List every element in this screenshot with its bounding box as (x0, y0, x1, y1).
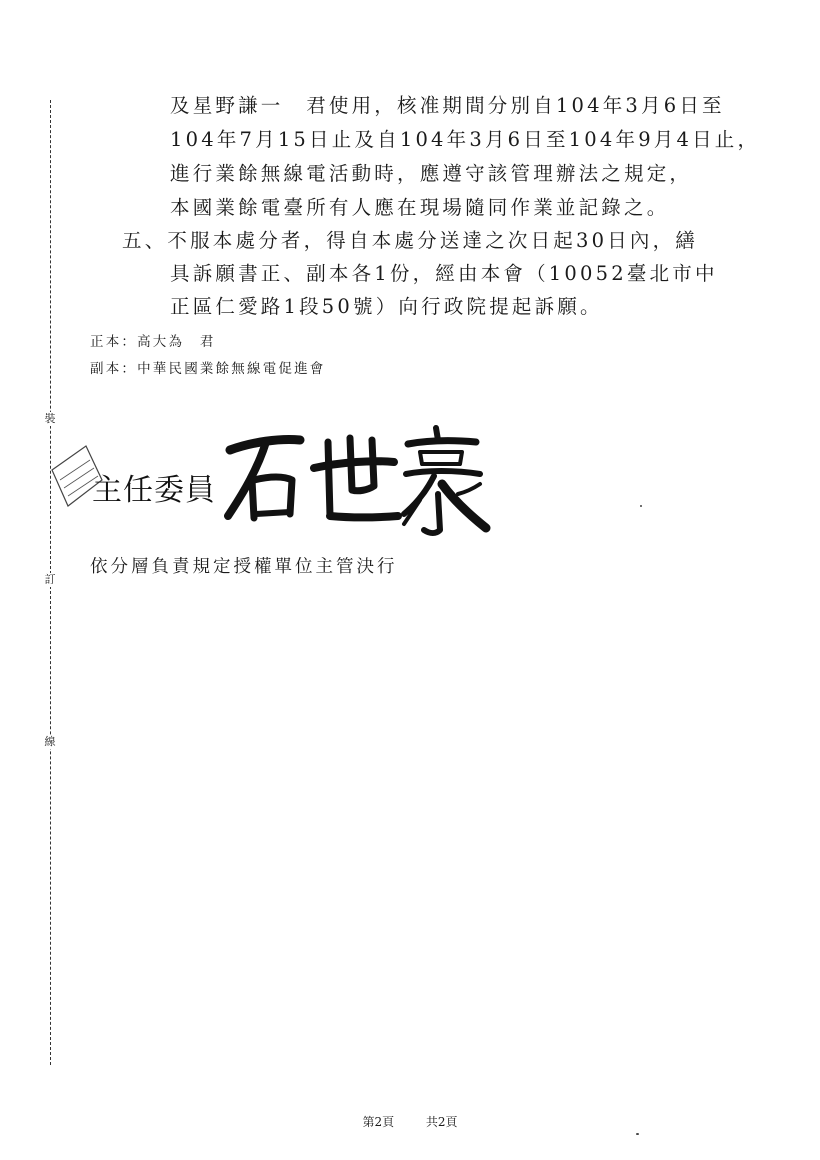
binding-char-xian: 線 (41, 735, 59, 749)
body-line-7: 正區仁愛路1段50號）向行政院提起訴願。 (170, 295, 603, 318)
recipient-original: 正本：高大為 君 (90, 334, 216, 350)
body-line-3: 進行業餘無線電活動時，應遵守該管理辦法之規定， (170, 162, 693, 185)
page-total: 共2頁 (425, 1115, 458, 1129)
recipient-copy: 副本：中華民國業餘無線電促進會 (90, 361, 326, 377)
binding-char-zhuang: 裝 (41, 412, 59, 426)
body-line-2: 104年7月15日止及自104年3月6日至104年9月4日止， (170, 128, 761, 151)
signature-brush-icon (222, 420, 492, 540)
body-line-4: 本國業餘電臺所有人應在現場隨同作業並記錄之。 (170, 196, 670, 219)
page-separator (404, 1115, 416, 1129)
body-line-5: 五、不服本處分者，得自本處分送達之次日起30日內，繕 (122, 229, 699, 252)
scan-speck (640, 505, 642, 507)
authority-note: 依分層負責規定授權單位主管決行 (90, 557, 398, 577)
body-line-6: 具訴願書正、副本各1份，經由本會（10052臺北市中 (170, 262, 718, 285)
binding-char-ding: 訂 (41, 573, 59, 587)
signatory-title: 主任委員 (92, 473, 216, 508)
page-number: 第2頁 (362, 1115, 395, 1129)
page-footer (0, 1113, 820, 1130)
scan-speck (636, 1133, 639, 1135)
body-line-1: 及星野謙一 君使用，核准期間分別自104年3月6日至 (170, 94, 725, 117)
